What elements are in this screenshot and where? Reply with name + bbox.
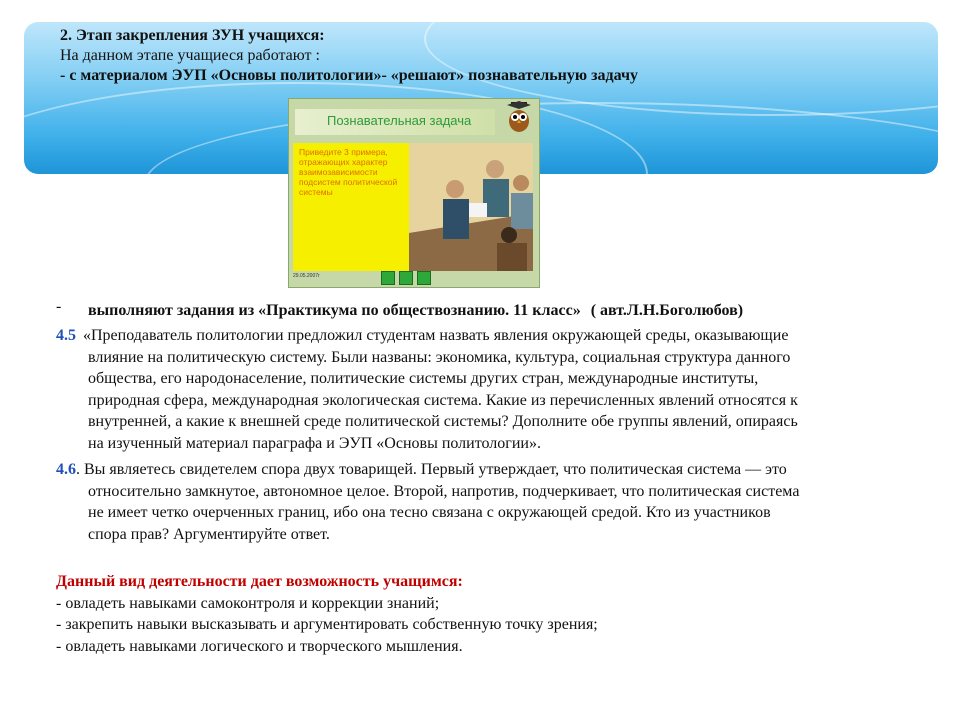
practicum-title: выполняют задания из «Практикума по обществознанию. 11 класс»	[88, 302, 581, 319]
conclusion-item: - овладеть навыками логического и творческого мышления.	[56, 637, 463, 655]
stage-title: 2. Этап закрепления ЗУН учащихся:	[60, 27, 325, 44]
task-number: 4.5	[56, 327, 76, 344]
nav-forward-icon[interactable]	[417, 271, 431, 285]
task-text: . Вы являетесь свидетелем спора двух товарищей. Первый утверждает, что политическая система — это	[76, 461, 787, 478]
task-4-6-line: относительно замкнутое, автономное целое. Второй, напротив, подчеркивает, что политическая система	[88, 482, 800, 500]
slide-date: 29.05.2007г	[293, 273, 320, 279]
task-number: 4.6	[56, 461, 76, 478]
bullet: -	[56, 298, 62, 315]
task-4-5-line: общества, его народонаселение, политические системы других стран, международные институты,	[88, 370, 759, 387]
task-box	[293, 143, 409, 271]
practicum-text	[88, 300, 743, 322]
conclusion-item: - овладеть навыками самоконтроля и коррекции знаний;	[56, 594, 440, 612]
task-4-6-line: не имеет четко очерченных границ, ибо она тесно связана с окружающей средой. Кто из участников	[88, 504, 771, 521]
stage-subtitle: На данном этапе учащиеся работают :	[60, 47, 320, 64]
header-text	[60, 26, 920, 86]
task-4-5	[56, 325, 936, 454]
nav-back-icon[interactable]	[381, 271, 395, 285]
conclusion	[56, 571, 936, 657]
task-4-5-line: внутренней, а какие к внешней среде политической системы? Дополните обе группы явлений, опираясь	[88, 413, 798, 430]
nav-home-icon[interactable]	[399, 271, 413, 285]
slide-thumbnail	[288, 98, 540, 288]
task-4-6-line	[56, 459, 936, 481]
owl-graduate-icon	[505, 101, 533, 133]
task-4-5-line: природная сфера, международная экологическая система. Какие из перечисленных явлений относятся к	[88, 391, 798, 409]
task-4-5-line	[56, 325, 936, 347]
task-4-6-line: спора прав? Аргументируйте ответ.	[88, 525, 330, 543]
task-box-text: Приведите 3 примера, отражающих характер взаимозависимости подсистем политической системы	[299, 147, 398, 197]
task-text: «Преподаватель политологии предложил студентам назвать явления окружающей среды, оказывающие	[83, 327, 789, 344]
conclusion-item: - закрепить навыки высказывать и аргументировать собственную точку зрения;	[56, 616, 598, 633]
conclusion-heading: Данный вид деятельности дает возможность учащимся:	[56, 573, 463, 590]
slide-title: Познавательная задача	[295, 109, 495, 135]
task-4-5-line: влияние на политическую систему. Были названы: экономика, культура, социальная структура данного	[88, 348, 791, 366]
stage-task-line: - с материалом ЭУП «Основы политологии»- «решают» познавательную задачу	[60, 67, 639, 84]
task-4-5-line: на изученный материал параграфа и ЭУП «Основы политологии».	[88, 434, 541, 452]
practicum-author: ( авт.Л.Н.Боголюбов)	[590, 302, 744, 319]
task-4-6	[56, 459, 936, 545]
meeting-illustration	[409, 143, 533, 271]
